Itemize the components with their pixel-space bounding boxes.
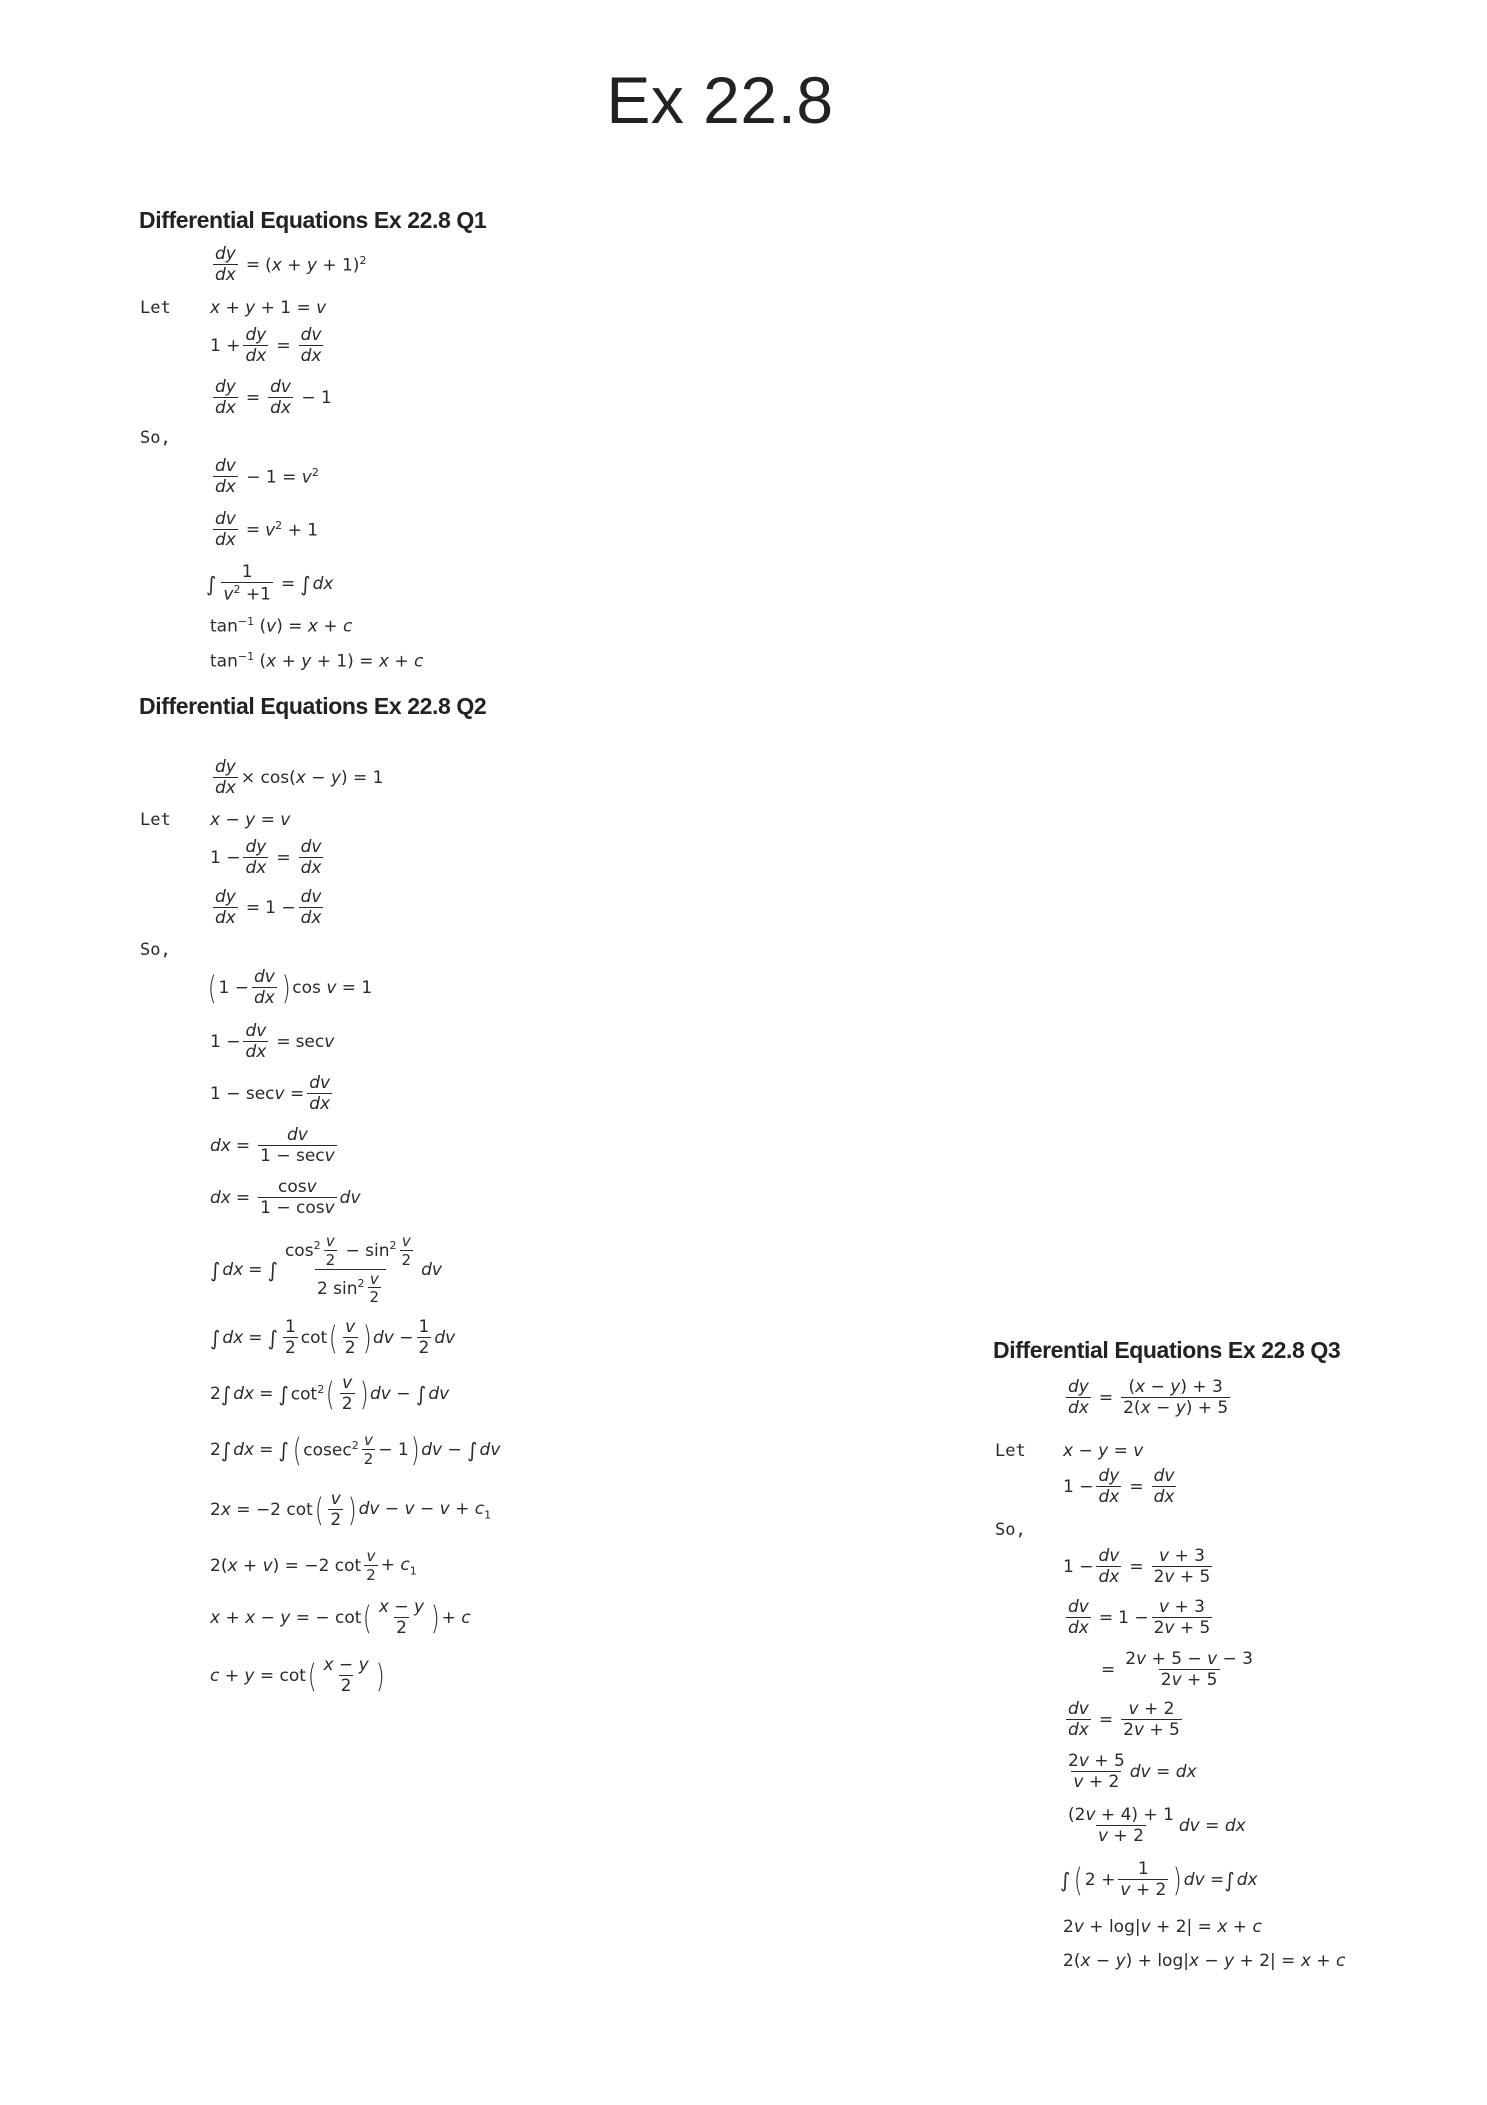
q1-line-2: x + y + 1 = v (210, 298, 327, 318)
q2-line-2: x − y = v (210, 810, 291, 830)
q1-line-5: $\frac{dv}{dx}$ − $1 = v^2$ (215, 456, 319, 498)
q1-let-label: Let (140, 298, 171, 318)
q1-heading: Differential Equations Ex 22.8 Q1 (139, 207, 487, 233)
q2-line-17: c + y = cot ( $\frac{x - y}{2}$ ) (210, 1655, 385, 1697)
q3-line-4: 1 − $\frac{dv}{dx}$ = $\frac{v + 3}{2v + 5}$ (1063, 1546, 1211, 1588)
q3-line-9: $\frac{(2v + 4) + 1}{v + 2}$ dv = dx (1068, 1805, 1246, 1847)
q1-line-4: $\frac{dy}{dx}$ = $\frac{dv}{dx}$ − 1 (215, 377, 332, 419)
q2-line-1: $\frac{dy}{dx}$ × cos(x − y) = 1 (215, 757, 384, 799)
q2-line-8: dx = $\frac{dv}{1 - \sec v}$ (210, 1125, 335, 1167)
q2-line-5: ( 1 − $\frac{dv}{dx}$ ) cos v = 1 (207, 967, 373, 1009)
q2-line-6: 1 − $\frac{dv}{dx}$ = secv (210, 1021, 335, 1063)
q2-line-11: ∫ dx = ∫ $\frac{1}{2}$ cot ( $\frac{v}{2}$ ) dv − $\frac{1}{2}$ dv (210, 1317, 456, 1359)
q2-line-3: 1 − $\frac{dy}{dx}$ = $\frac{dv}{dx}$ (210, 837, 322, 879)
q2-line-14: 2x = −2 cot ( $\frac{v}{2}$ ) dv − $v - v + c_1$ (210, 1489, 492, 1531)
q3-heading: Differential Equations Ex 22.8 Q3 (993, 1337, 1341, 1363)
q3-line-6: = $\frac{2v + 5 - v - 3}{2v + 5}$ (1101, 1649, 1253, 1691)
q1-line-6: $\frac{dv}{dx}$ = $v^2 + 1$ (215, 509, 319, 551)
q3-line-1: $\frac{dy}{dx}$ = $\frac{(x - y) + 3}{2(x - y) + 5}$ (1068, 1377, 1229, 1419)
q3-line-12: 2(x − y) + log|x − y + 2| = x + c (1063, 1951, 1346, 1971)
q3-section (993, 1337, 1340, 1364)
q1-line-9: $\tan^{-1} (x + y + 1) = x + c$ (210, 650, 424, 672)
q3-line-8: $\frac{2v + 5}{v + 2}$ dv = dx (1068, 1751, 1197, 1793)
q2-line-15: 2(x + v) = −2 cot $\frac{v}{2}$ + $c_1$ (210, 1547, 417, 1584)
q2-section (139, 693, 486, 720)
q1-line-8: $\tan^{-1} (v) = x + c$ (210, 615, 353, 637)
q2-heading: Differential Equations Ex 22.8 Q2 (139, 693, 487, 719)
q3-line-3: 1 − $\frac{dy}{dx}$ = $\frac{dv}{dx}$ (1063, 1466, 1175, 1508)
q1-section (139, 207, 486, 234)
q2-line-4: $\frac{dy}{dx}$ = 1 − $\frac{dv}{dx}$ (215, 887, 322, 929)
q3-line-5: $\frac{dv}{dx}$ = 1 − $\frac{v + 3}{2v + 5}$ (1068, 1597, 1211, 1639)
q1-line-1: $\frac{dy}{dx}$ = $(x + y + 1)^2$ (215, 244, 367, 286)
q3-line-7: $\frac{dv}{dx}$ = $\frac{v + 2}{2v + 5}$ (1068, 1699, 1180, 1741)
q3-line-10: ∫ ( 2 + $\frac{1}{v + 2}$ ) dv = ∫ dx (1060, 1859, 1258, 1901)
q3-line-11: 2v + log|v + 2| = x + c (1063, 1917, 1262, 1937)
q3-let-label: Let (995, 1441, 1026, 1461)
q2-line-12: 2 ∫ dx = ∫ $\cot^2$ ( $\frac{v}{2}$ ) dv − ∫ dv (210, 1373, 450, 1415)
q2-line-7: 1 − secv = $\frac{dv}{dx}$ (210, 1073, 331, 1115)
q3-so-label: So, (995, 1520, 1026, 1540)
q1-line-7: ∫ $\frac{1}{v^2 +1}$ = ∫ dx (206, 562, 334, 605)
q1-line-3: 1 + $\frac{dy}{dx}$ = $\frac{dv}{dx}$ (210, 325, 322, 367)
q2-line-9: dx = $\frac{\cos v}{1 - \cos v}$ dv (210, 1177, 361, 1219)
page-title: Ex 22.8 (606, 63, 834, 137)
q2-line-10: ∫ dx = ∫ $\cos^2$ $\frac{v}{2}$ − $\sin^2$ $\frac{v}{2}$ 2 $\sin^2$ $\frac{v}{2}$ dv (210, 1232, 442, 1307)
q1-so-label: So, (140, 428, 171, 448)
q2-so-label: So, (140, 940, 171, 960)
q2-line-16: x + x − y = − cot ( $\frac{x - y}{2}$ ) + c (210, 1597, 471, 1639)
q2-line-13: 2 ∫ dx = ∫ ( cosec$^2$ $\frac{v}{2}$ − 1 ) dv − ∫ dv (210, 1430, 501, 1469)
q2-let-label: Let (140, 810, 171, 830)
q3-line-2: x − y = v (1063, 1441, 1144, 1461)
